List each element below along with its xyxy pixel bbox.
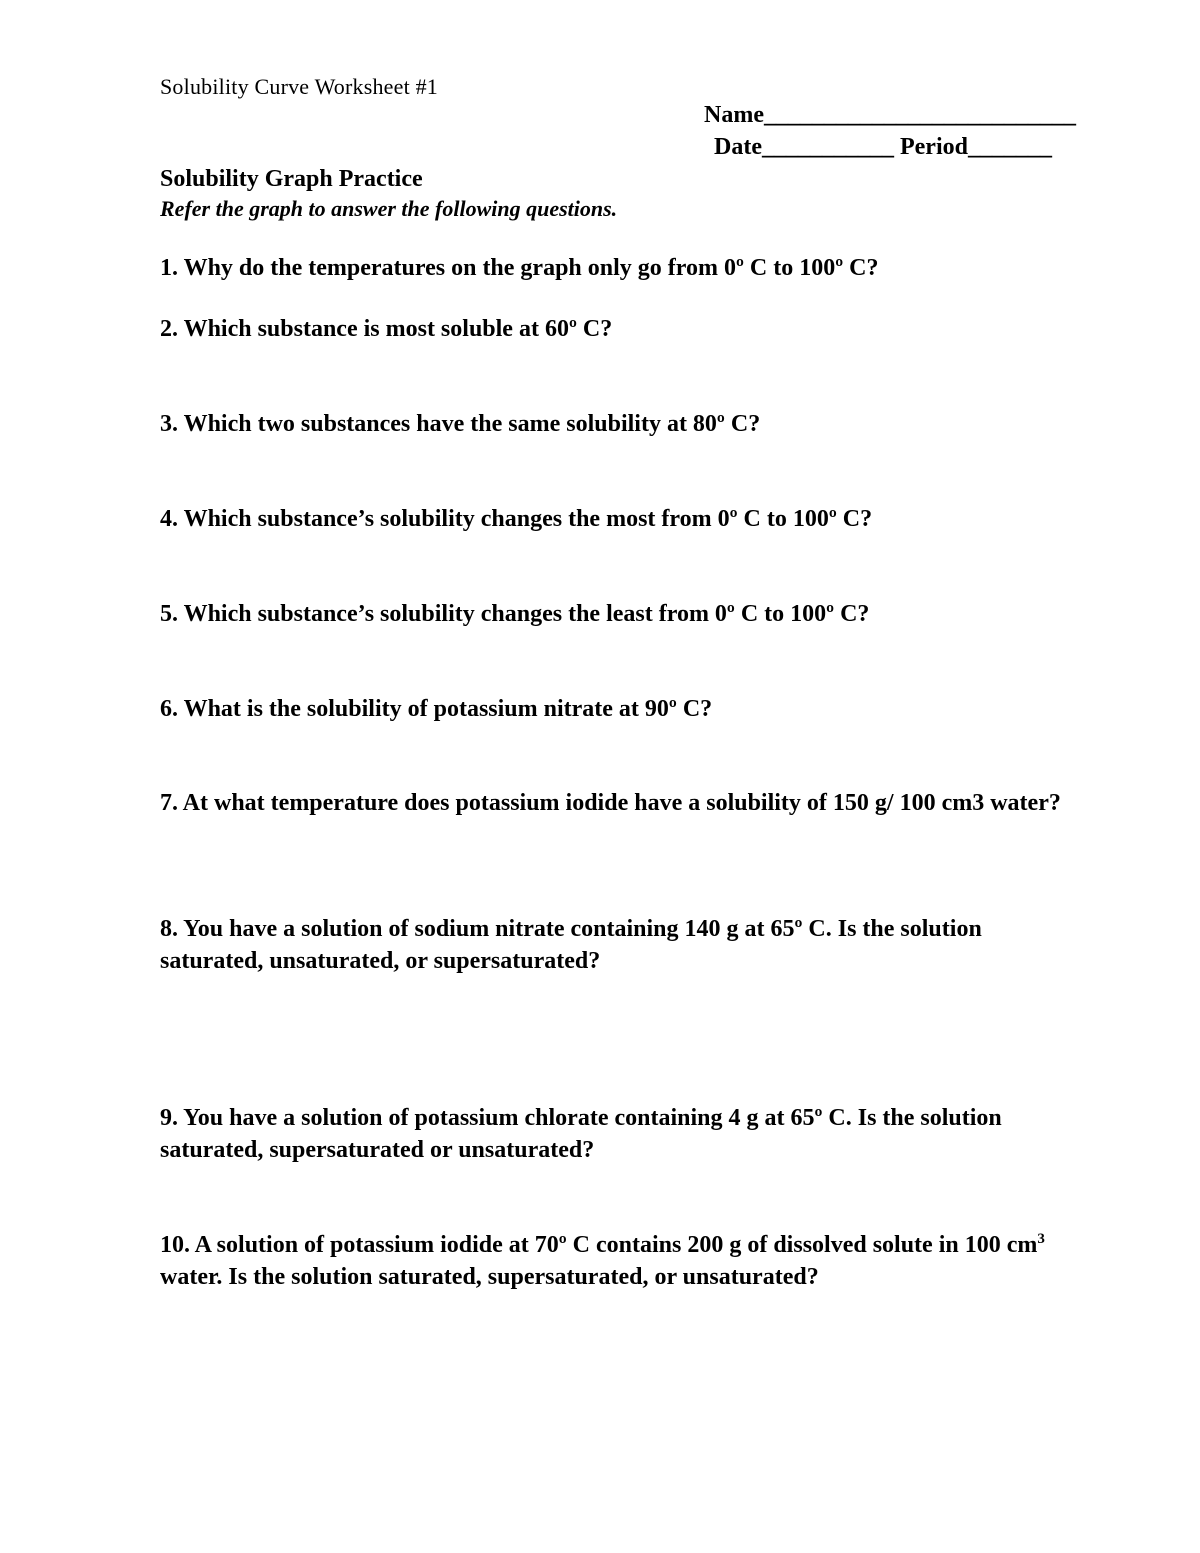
date-period-field [714, 134, 1052, 161]
date-blank: ___________ [761, 134, 894, 160]
question-2: 2. Which substance is most soluble at 60º C? [160, 316, 613, 342]
section-title: Solubility Graph Practice [160, 166, 423, 192]
question-5: 5. Which substance’s solubility changes the least from 0º C to 100º C? [160, 601, 870, 627]
question-10 [160, 1229, 1090, 1293]
question-3: 3. Which two substances have the same solubility at 80º C? [160, 411, 761, 437]
question-4: 4. Which substance’s solubility changes the most from 0º C to 100º C? [160, 506, 873, 532]
date-label: Date [714, 134, 762, 160]
question-9: 9. You have a solution of potassium chlorate containing 4 g at 65º C. Is the solution saturated, supersaturated or unsaturated? [160, 1105, 1002, 1163]
name-field [704, 102, 1076, 129]
question-10-text-after: water. Is the solution saturated, supersaturated, or unsaturated? [160, 1264, 819, 1290]
question-10-text-before: 10. A solution of potassium iodide at 70º C contains 200 g of dissolved solute in 100 cm [160, 1232, 1038, 1258]
question-8: 8. You have a solution of sodium nitrate containing 140 g at 65º C. Is the solution saturated, unsaturated, or supersaturated? [160, 916, 982, 974]
period-blank: _______ [967, 134, 1052, 160]
question-7: 7. At what temperature does potassium iodide have a solubility of 150 g/ 100 cm3 water? [160, 790, 1061, 816]
instruction-text: Refer the graph to answer the following questions. [160, 196, 618, 221]
name-blank: __________________________ [763, 102, 1076, 128]
worksheet-title: Solubility Curve Worksheet #1 [160, 74, 438, 99]
period-label: Period [899, 134, 968, 160]
question-10-superscript: 3 [1037, 1231, 1045, 1247]
question-1: 1. Why do the temperatures on the graph only go from 0º C to 100º C? [160, 255, 879, 281]
name-label: Name [704, 102, 764, 128]
question-6: 6. What is the solubility of potassium nitrate at 90º C? [160, 696, 713, 722]
